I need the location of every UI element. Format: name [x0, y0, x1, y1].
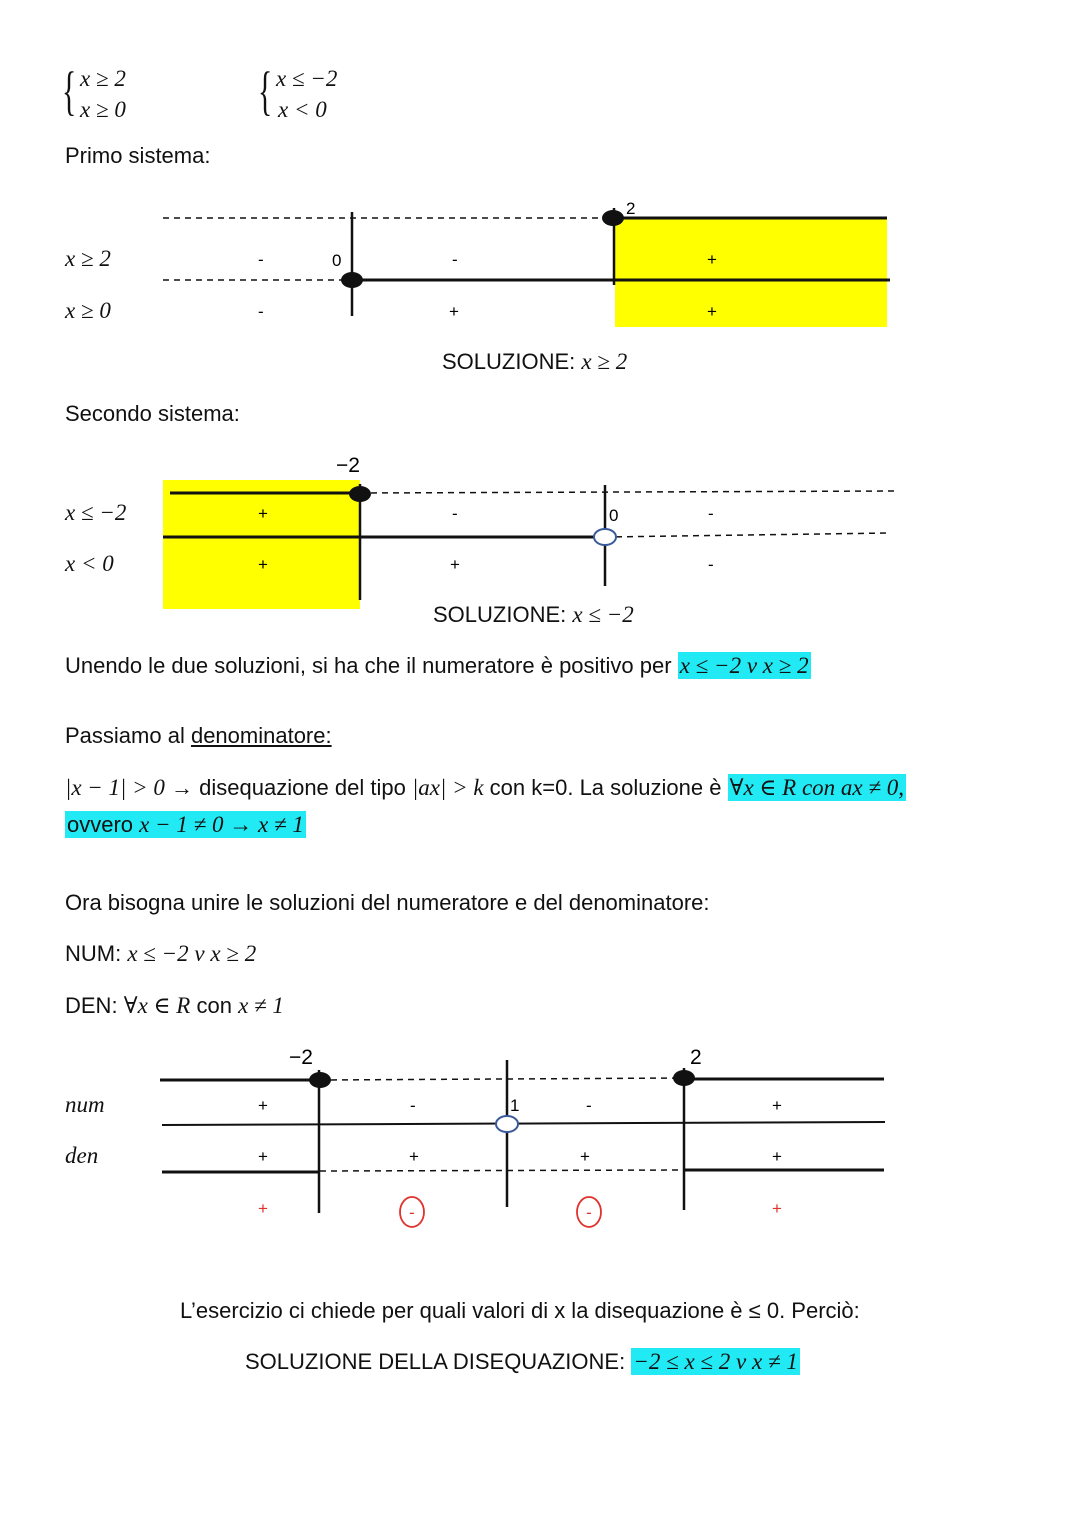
final-res-s1: + — [258, 1199, 268, 1218]
final-den-s4: + — [772, 1147, 782, 1166]
secondo-solution — [433, 602, 634, 628]
final-res-s4: + — [772, 1199, 782, 1218]
final-tick-1: 1 — [510, 1096, 520, 1115]
primo-closed-point-2 — [602, 210, 624, 226]
union-line — [65, 653, 811, 679]
primo-row2-label: x ≥ 0 — [65, 298, 111, 323]
final-tick-minus2: −2 — [289, 1046, 313, 1069]
combine-den-math2: x ≠ 1 — [238, 993, 284, 1018]
primo-heading: Primo sistema: — [65, 143, 211, 168]
secondo-row2-label: x < 0 — [65, 551, 114, 576]
secondo-r2-s3: - — [708, 555, 714, 574]
conclusion-label: SOLUZIONE DELLA DISEQUAZIONE: — [245, 1349, 632, 1374]
combine-den-label: DEN: — [65, 993, 124, 1018]
second-system-line1: x ≤ −2 — [276, 66, 338, 91]
first-system-line1: x ≥ 2 — [80, 66, 126, 91]
final-row-den-label: den — [65, 1143, 99, 1168]
primo-r2-s2: + — [449, 302, 459, 321]
denominator-line1-highlight: ∀x ∈ R con ax ≠ 0, — [729, 775, 905, 800]
primo-solution-label: SOLUZIONE: — [442, 349, 576, 374]
denominator-intro — [65, 723, 332, 748]
secondo-closed-point-minus2 — [349, 486, 371, 502]
final-den-s1: + — [258, 1147, 268, 1166]
conclusion-text: L’esercizio ci chiede per quali valori di x la disequazione è ≤ 0. Perciò: — [180, 1298, 860, 1323]
secondo-solution-highlight — [163, 480, 360, 609]
secondo-open-point-0 — [594, 529, 616, 545]
denominator-line1-math2: |ax| > k — [411, 775, 484, 800]
denominator-intro-underlined: denominatore: — [190, 723, 332, 748]
final-tick-2: 2 — [690, 1046, 702, 1069]
primo-r2-s1: - — [258, 302, 264, 321]
conclusion-math: −2 ≤ x ≤ 2 v x ≠ 1 — [633, 1349, 798, 1374]
final-closed-point-minus2 — [309, 1072, 331, 1088]
union-math: x ≤ −2 v x ≥ 2 — [679, 653, 809, 678]
primo-tick-2: 2 — [626, 199, 636, 218]
combine-num-math: x ≤ −2 v x ≥ 2 — [127, 941, 257, 966]
primo-r1-s3: + — [707, 250, 717, 269]
primo-closed-point-0 — [341, 272, 363, 288]
combine-den-text: con — [190, 993, 239, 1018]
final-row-num-label: num — [65, 1092, 105, 1117]
secondo-chart — [163, 454, 898, 609]
denominator-line1 — [65, 775, 906, 801]
primo-solution-math: x ≥ 2 — [581, 349, 628, 374]
primo-solution-highlight — [615, 217, 887, 327]
final-den-s3: + — [580, 1147, 590, 1166]
denominator-line1-text-b: con k=0. La soluzione è — [483, 775, 728, 800]
primo-chart — [163, 199, 890, 327]
first-system-brace: { — [62, 61, 77, 121]
second-system-line2: x < 0 — [278, 97, 327, 122]
first-system-line2: x ≥ 0 — [80, 97, 126, 122]
combine-num — [65, 941, 256, 967]
secondo-solution-math: x ≤ −2 — [572, 602, 634, 627]
secondo-r1-s3: - — [708, 504, 714, 523]
primo-r1-s2: - — [452, 250, 458, 269]
final-num-s4: + — [772, 1096, 782, 1115]
second-system-brace: { — [258, 61, 273, 121]
denominator-intro-plain: Passiamo al — [65, 723, 191, 748]
primo-r1-s1: - — [258, 250, 264, 269]
final-closed-point-2 — [673, 1070, 695, 1086]
combine-den-math: ∀x ∈ R — [123, 993, 191, 1018]
combine-intro: Ora bisogna unire le soluzioni del numeratore e del denominatore: — [65, 890, 710, 915]
denominator-line2 — [65, 812, 306, 838]
combine-num-label: NUM: — [65, 941, 128, 966]
denominator-line1-text-a: → disequazione del tipo — [164, 775, 412, 800]
conclusion-solution — [245, 1349, 800, 1375]
secondo-tick-0: 0 — [609, 506, 619, 525]
final-res-s3: - — [586, 1203, 592, 1222]
final-chart — [160, 1046, 885, 1227]
primo-row1-label: x ≥ 2 — [65, 246, 111, 271]
primo-tick-0: 0 — [332, 251, 342, 270]
secondo-solution-label: SOLUZIONE: — [433, 602, 567, 627]
denominator-line2-text: ovvero — [67, 812, 140, 837]
secondo-r1-s1: + — [258, 504, 268, 523]
secondo-heading: Secondo sistema: — [65, 401, 240, 426]
final-res-s2: - — [409, 1203, 415, 1222]
secondo-row1-label: x ≤ −2 — [65, 500, 127, 525]
primo-r2-s3: + — [707, 302, 717, 321]
secondo-r1-s2: - — [452, 504, 458, 523]
denominator-line2-highlight — [65, 811, 306, 838]
final-num-s3: - — [586, 1096, 592, 1115]
final-den-s2: + — [409, 1147, 419, 1166]
final-open-point-1 — [496, 1116, 518, 1132]
final-num-s1: + — [258, 1096, 268, 1115]
final-num-s2: - — [410, 1096, 416, 1115]
secondo-r2-s2: + — [450, 555, 460, 574]
combine-den — [65, 993, 284, 1019]
denominator-line1-math: |x − 1| > 0 — [65, 775, 165, 800]
secondo-r2-s1: + — [258, 555, 268, 574]
secondo-tick-minus2: −2 — [336, 454, 360, 477]
union-text: Unendo le due soluzioni, si ha che il numeratore è positivo per — [65, 653, 672, 678]
denominator-line2-math: x − 1 ≠ 0 → x ≠ 1 — [139, 812, 304, 837]
primo-solution — [442, 349, 627, 375]
